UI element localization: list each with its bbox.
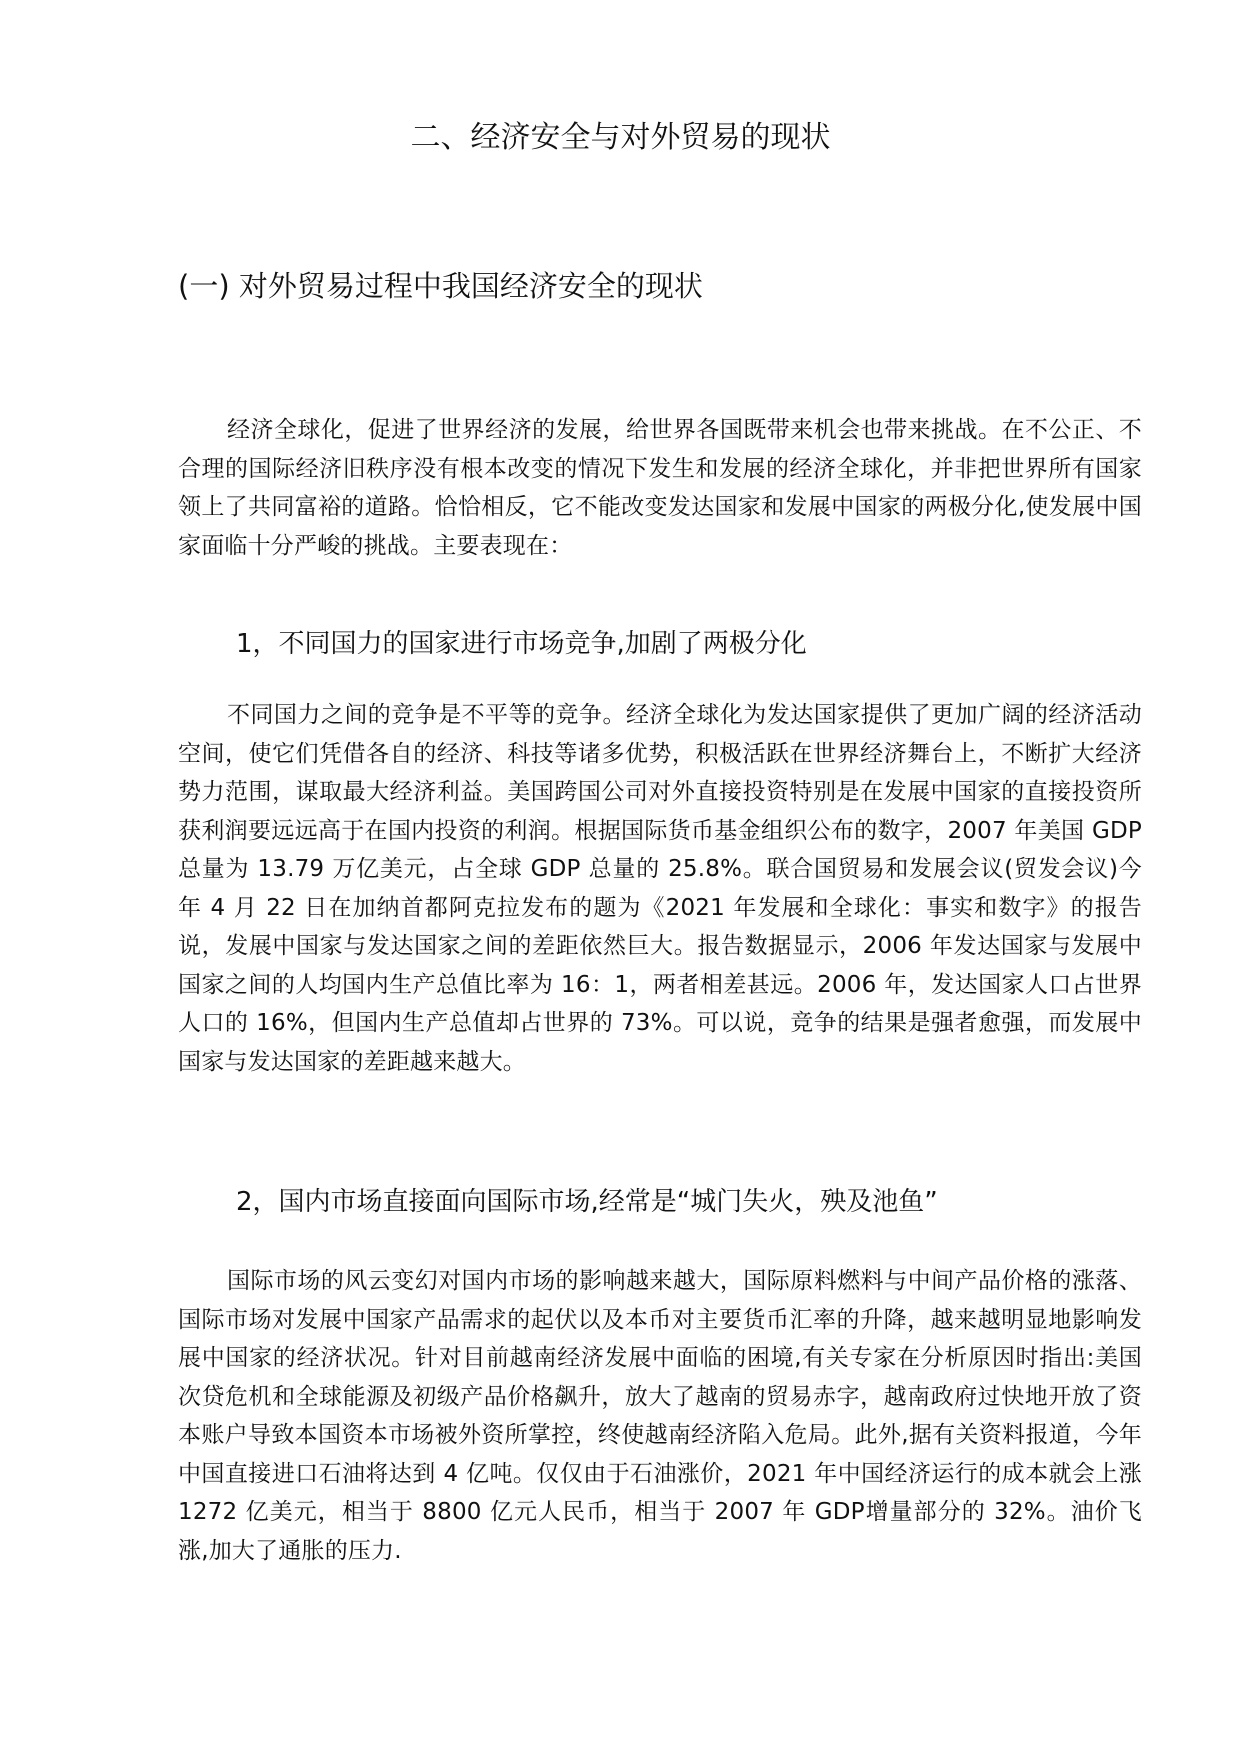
subheading-point-1: 1，不同国力的国家进行市场竞争,加剧了两极分化 xyxy=(236,629,807,659)
chapter-title: 二、经济安全与对外贸易的现状 xyxy=(410,120,831,155)
intro-paragraph: 经济全球化，促进了世界经济的发展，给世界各国既带来机会也带来挑战。在不公正、不合理的国际经济旧秩序没有根本改变的情况下发生和发展的经济全球化，并非把世界所有国家领上了共同富裕的道路。恰恰相反，它不能改变发达国家和发展中国家的两极分化,使发展中国家面临十分严峻的挑战。主要表现在： xyxy=(178,417,1142,559)
point-2-paragraph: 国际市场的风云变幻对国内市场的影响越来越大，国际原料燃料与中间产品价格的涨落、国际市场对发展中国家产品需求的起伏以及本币对主要货币汇率的升降，越来越明显地影响发展中国家的经济状况。针对目前越南经济发展中面临的困境,有关专家在分析原因时指出:美国次贷危机和全球能源及初级产品价格飙升，放大了越南的贸易赤字，越南政府过快地开放了资本账户导致本国资本市场被外资所掌控，终使越南经济陷入危局。此外,据有关资料报道，今年中国直接进口石油将达到 4 亿吨。仅仅由于石油涨价，2021 年中国经济运行的成本就会上涨 1272 亿美元，相当于 8800 亿元人民币，相当于 2007 年 GDP增量部分的 32%。油价飞涨,加大了通胀的压力. xyxy=(178,1268,1142,1564)
subheading-point-2: 2，国内市场直接面向国际市场,经常是“城门失火，殃及池鱼” xyxy=(236,1187,938,1217)
section-heading: (一) 对外贸易过程中我国经济安全的现状 xyxy=(178,269,703,303)
point-1-paragraph: 不同国力之间的竞争是不平等的竞争。经济全球化为发达国家提供了更加广阔的经济活动空间，使它们凭借各自的经济、科技等诸多优势，积极活跃在世界经济舞台上，不断扩大经济势力范围，谋取最大经济利益。美国跨国公司对外直接投资特别是在发展中国家的直接投资所获利润要远远高于在国内投资的利润。根据国际货币基金组织公布的数字，2007 年美国 GDP 总量为 13.79 万亿美元，占全球 GDP 总量的 25.8%。联合国贸易和发展会议(贸发会议)今年 4 月 22 日在加纳首都阿克拉发布的题为《2021 年发展和全球化：事实和数字》的报告说，发展中国家与发达国家之间的差距依然巨大。报告数据显示，2006 年发达国家与发展中国家之间的人均国内生产总值比率为 16：1，两者相差甚远。2006 年，发达国家人口占世界人口的 16%，但国内生产总值却占世界的 73%。可以说，竞争的结果是强者愈强，而发展中国家与发达国家的差距越来越大。 xyxy=(178,702,1142,1075)
